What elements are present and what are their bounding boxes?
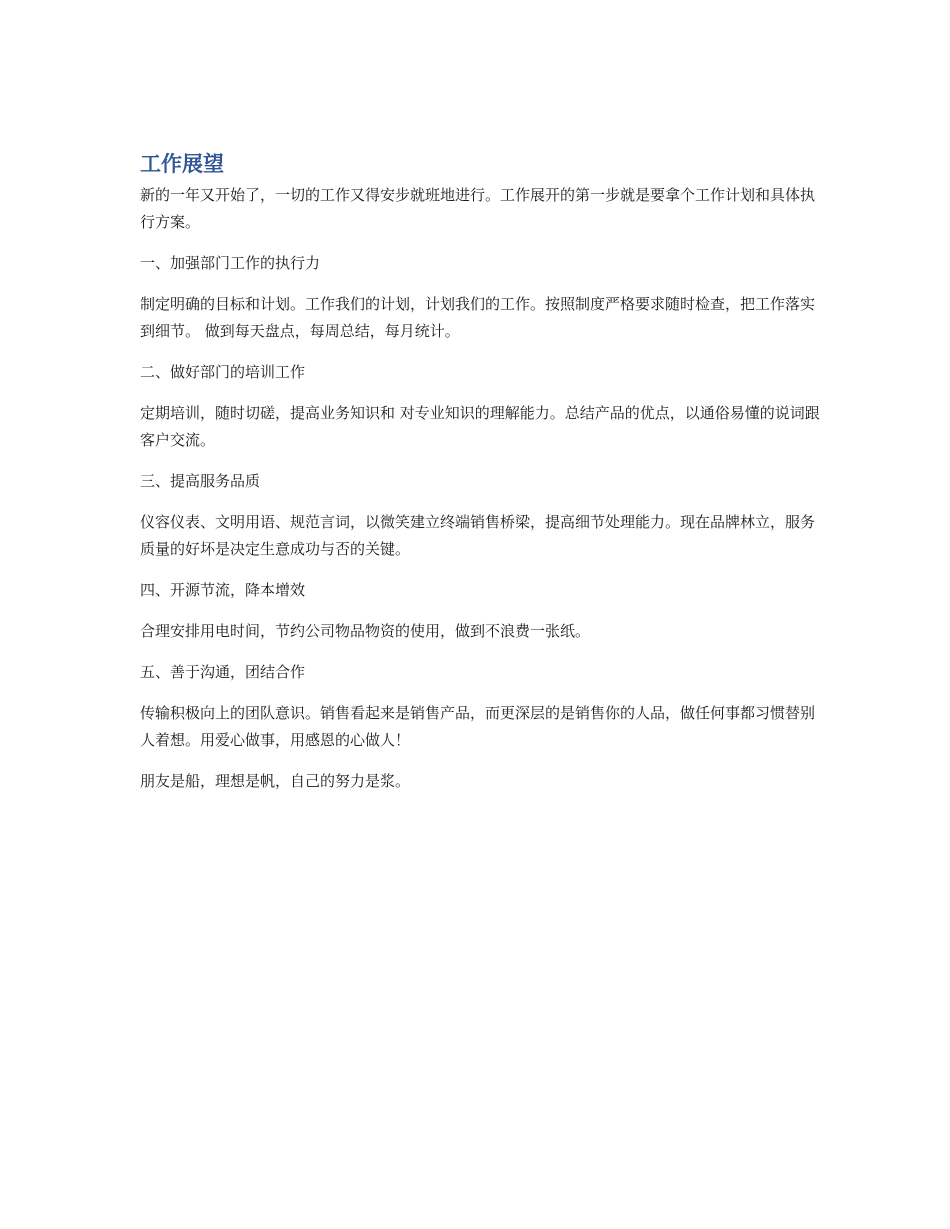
section-body-2: 定期培训，随时切磋，提高业务知识和 对专业知识的理解能力。总结产品的优点，以通俗易懂的说词跟客户交流。	[140, 404, 820, 449]
section-body-5: 传输积极向上的团队意识。销售看起来是销售产品，而更深层的是销售你的人品，做任何事都习惯替别人着想。用爱心做事，用感恩的心做人！	[140, 704, 816, 749]
section-heading-1: 一、加强部门工作的执行力	[140, 254, 321, 272]
section-heading-3: 三、提高服务品质	[140, 472, 261, 490]
section-heading-2: 二、做好部门的培训工作	[140, 363, 306, 381]
document-title: 工作展望	[140, 152, 224, 176]
intro-paragraph: 新的一年又开始了，一切的工作又得安步就班地进行。工作展开的第一步就是要拿个工作计划和具体执行方案。	[140, 186, 816, 231]
closing-paragraph: 朋友是船，理想是帆，自己的努力是浆。	[140, 772, 411, 790]
section-heading-4: 四、开源节流，降本增效	[140, 581, 306, 599]
section-body-1: 制定明确的目标和计划。工作我们的计划，计划我们的工作。按照制度严格要求随时检查，把工作落实到细节。 做到每天盘点，每周总结，每月统计。	[140, 295, 816, 340]
section-body-3: 仪容仪表、文明用语、规范言词，以微笑建立终端销售桥梁，提高细节处理能力。现在品牌林立，服务质量的好坏是决定生意成功与否的关键。	[140, 513, 816, 558]
section-heading-5: 五、善于沟通，团结合作	[140, 663, 306, 681]
section-body-4: 合理安排用电时间，节约公司物品物资的使用，做到不浪费一张纸。	[140, 622, 591, 640]
document-page	[140, 148, 820, 809]
